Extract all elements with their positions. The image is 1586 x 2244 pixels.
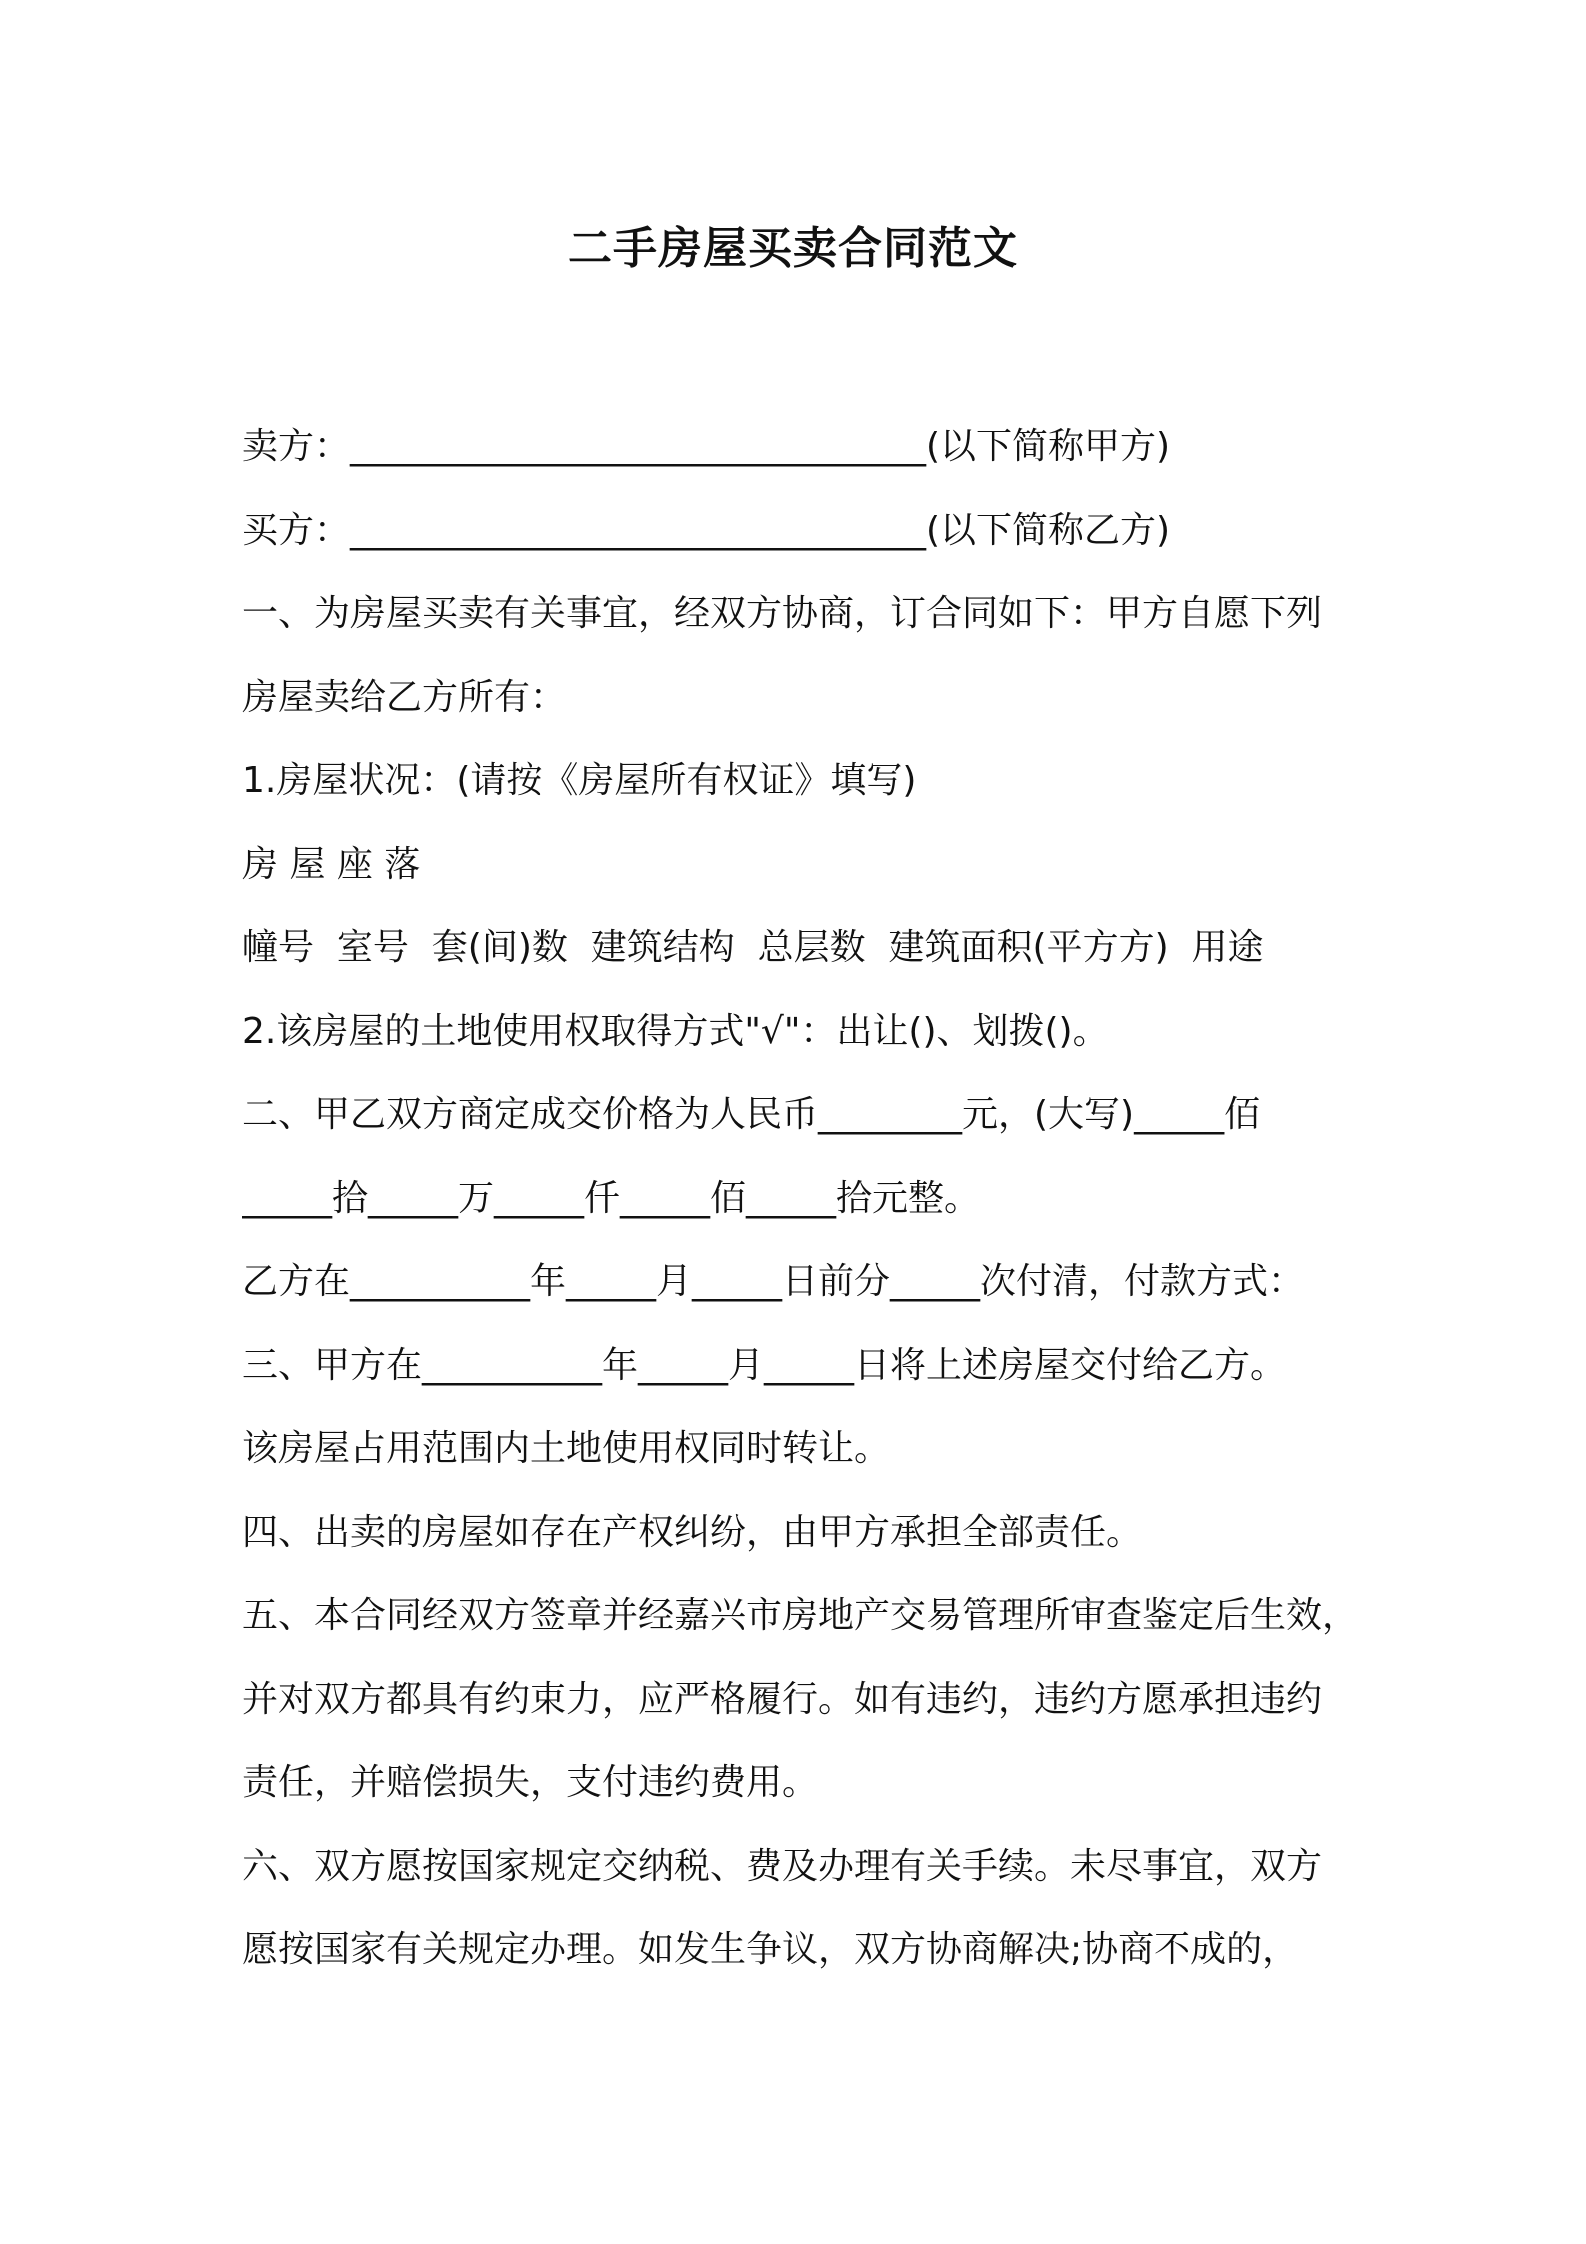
clause-3-line-2: 该房屋占用范围内土地使用权同时转让。 bbox=[242, 1428, 891, 1469]
house-status-line: 1.房屋状况：(请按《房屋所有权证》填写) bbox=[242, 760, 917, 801]
clause-5-line-3: 责任，并赔偿损失，支付违约费用。 bbox=[242, 1762, 819, 1803]
clause-2-line-2: _____拾_____万_____仟_____佰_____拾元整。 bbox=[242, 1177, 981, 1219]
clause-5-line-2: 并对双方都具有约束力，应严格履行。如有违约，违约方愿承担违约 bbox=[242, 1678, 1323, 1720]
clause-5-line-1: 五、本合同经双方签章并经嘉兴市房地产交易管理所审查鉴定后生效， bbox=[242, 1595, 1359, 1636]
clause-6-line-2: 愿按国家有关规定办理。如发生争议，双方协商解决;协商不成的， bbox=[242, 1929, 1299, 1970]
seller-line: 卖方：________________________________(以下简称甲方) bbox=[242, 426, 1171, 467]
document-title: 二手房屋买卖合同范文 bbox=[568, 223, 1018, 274]
clause-1-line-1: 一、为房屋买卖有关事宜，经双方协商，订合同如下：甲方自愿下列 bbox=[242, 593, 1323, 634]
house-location-line: 房 屋 座 落 bbox=[242, 843, 421, 885]
payment-line: 乙方在__________年_____月_____日前分_____次付清，付款方式： bbox=[242, 1261, 1305, 1302]
clause-6-line-1: 六、双方愿按国家规定交纳税、费及办理有关手续。未尽事宜，双方 bbox=[242, 1845, 1323, 1887]
document-body bbox=[242, 405, 1382, 1992]
clause-3-line-1: 三、甲方在__________年_____月_____日将上述房屋交付给乙方。 bbox=[242, 1344, 1287, 1386]
clause-1-line-2: 房屋卖给乙方所有： bbox=[242, 676, 567, 718]
house-fields-line: 幢号 室号 套(间)数 建筑结构 总层数 建筑面积(平方方) 用途 bbox=[242, 927, 1264, 968]
buyer-line: 买方：________________________________(以下简称乙方) bbox=[242, 509, 1171, 551]
clause-4-line: 四、出卖的房屋如存在产权纠纷，由甲方承担全部责任。 bbox=[242, 1511, 1143, 1553]
land-use-right-line: 2.该房屋的土地使用权取得方式"√"：出让()、划拨()。 bbox=[242, 1010, 1109, 1052]
clause-2-line-1: 二、甲乙双方商定成交价格为人民币________元，(大写)_____佰 bbox=[242, 1094, 1261, 1135]
